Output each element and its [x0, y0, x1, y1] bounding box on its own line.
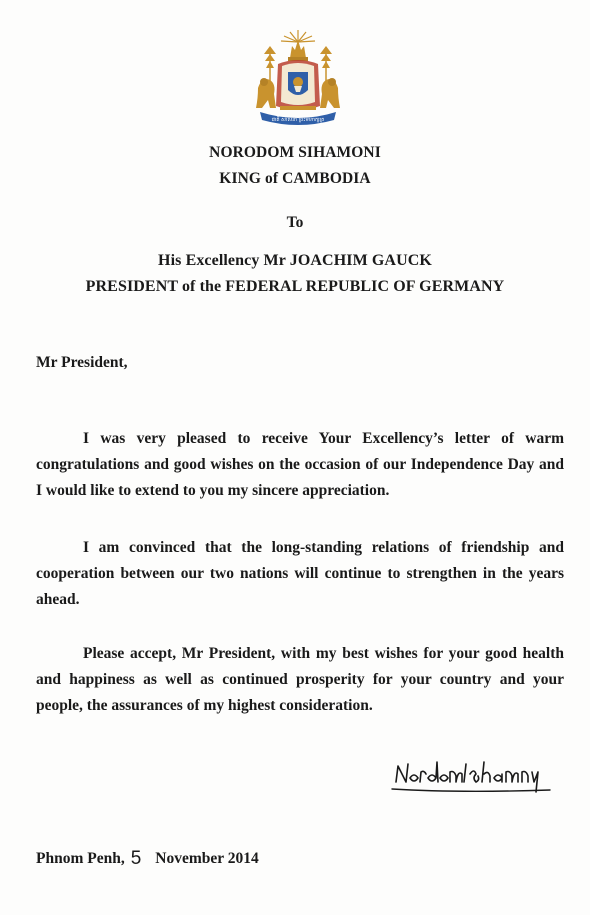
to-label: To [286, 214, 304, 231]
handwritten-signature [388, 752, 563, 802]
closing-day: 5 [130, 848, 142, 869]
body-paragraph: I am convinced that the long-standing relations of friendship and cooperation between our two nations will continue to strengthen in the years ahead. [36, 539, 564, 608]
closing-month-year: November 2014 [155, 850, 259, 867]
emblem-banner-text: ជាតិ សាសនា ព្រះមហាក្សត្រ [271, 117, 325, 123]
closing-line [36, 848, 259, 870]
recipient-title: PRESIDENT of the FEDERAL REPUBLIC OF GERMANY [85, 278, 505, 295]
sender-title: KING of CAMBODIA [219, 170, 371, 187]
recipient-name: His Excellency Mr JOACHIM GAUCK [158, 252, 432, 269]
sender-name: NORODOM SIHAMONI [209, 144, 381, 161]
body-paragraph: I was very pleased to receive Your Excellency’s letter of warm congratulations and good wishes on the occasion of our Independence Day and I would like to extend to you my sincere appreciation. [36, 430, 564, 499]
salutation: Mr President, [36, 354, 128, 371]
body-paragraph: Please accept, Mr President, with my best wishes for your good health and happiness as well as continued prosperity for your country and your people, the assurances of my highest consideration. [36, 645, 564, 714]
royal-coat-of-arms-icon [250, 28, 346, 128]
closing-place: Phnom Penh, [36, 850, 125, 867]
